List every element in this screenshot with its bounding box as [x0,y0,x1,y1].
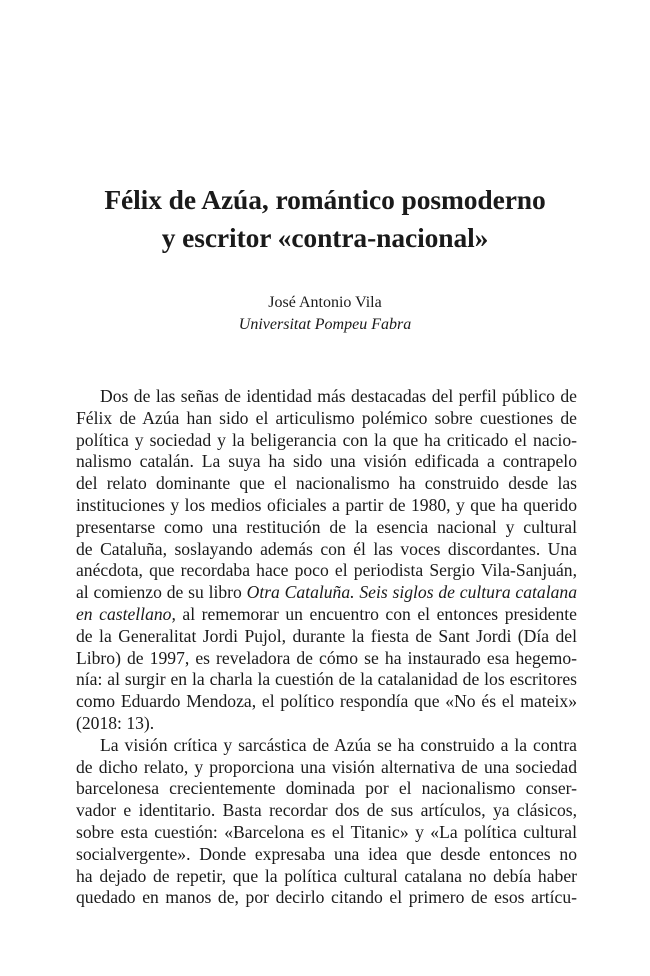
text-line: de Cataluña, soslayando además con él las voces discordantes. Una [76,538,577,559]
book-title-italic: en castellano, [76,603,176,624]
text-line: Dos de las señas de identidad más destacadas del perfil público de [100,386,577,406]
text-run: al rememorar un encuentro con el entonces presidente [175,603,577,624]
paragraph-2 [76,735,577,909]
text-line: quedado en manos de, por decirlo citando el primero de esos artícu- [76,887,577,908]
text-line: anécdota, que recordaba hace poco el periodista Sergio Vila-Sanjuán, [76,560,577,581]
text-line: de la Generalitat Jordi Pujol, durante la fiesta de Sant Jordi (Día del [76,625,577,646]
text-line: de dicho relato, y proporciona una visión alternativa de una sociedad [76,756,577,777]
text-line: ha dejado de repetir, que la política cultural catalana no debía haber [76,865,577,886]
article-title [60,181,590,257]
text-line [76,604,577,626]
text-line: Libro) de 1997, es reveladora de cómo se ha instaurado esa hegemo- [76,647,577,668]
text-line: socialvergente». Donde expresaba una idea que desde entonces no [76,843,577,864]
text-line: barcelonesa crecientemente dominada por el nacionalismo conser- [76,778,577,799]
text-line: Félix de Azúa han sido el articulismo polémico sobre cuestiones de [76,407,577,428]
text-line [76,582,577,604]
text-line: presentarse como una restitución de la esencia nacional y cultural [76,516,577,537]
text-line: instituciones y los medios oficiales a partir de 1980, y que ha querido [76,494,577,515]
article-body [76,386,577,909]
title-line-2: y escritor «contra-nacional» [161,222,489,253]
text-line: política y sociedad y la beligerancia con la que ha criticado el nacio- [76,429,577,450]
text-run: al comienzo de su libro [76,582,247,603]
text-line: (2018: 13). [76,712,155,733]
text-line: vador e identitario. Basta recordar dos de sus artículos, ya clásicos, [76,800,577,821]
author-affiliation: Universitat Pompeu Fabra [238,316,412,333]
text-line: La visión crítica y sarcástica de Azúa se ha construido a la contra [100,734,577,755]
author-name: José Antonio Vila [268,294,382,311]
text-line: nalismo catalán. La suya ha sido una visión edificada a contrapelo [76,451,577,472]
text-line: como Eduardo Mendoza, el político respondía que «No és el mateix» [76,691,577,712]
text-line: sobre esta cuestión: «Barcelona es el Titanic» y «La política cultural [76,821,577,842]
text-line: del relato dominante que el nacionalismo ha construido desde las [76,473,577,494]
text-line: nía: al surgir en la charla la cuestión de la catalanidad de los escritores [76,669,577,690]
paragraph-1 [76,386,577,735]
book-title-italic: Otra Cataluña. Seis siglos de cultura catalana [246,582,577,603]
title-line-1: Félix de Azúa, romántico posmoderno [104,184,546,215]
